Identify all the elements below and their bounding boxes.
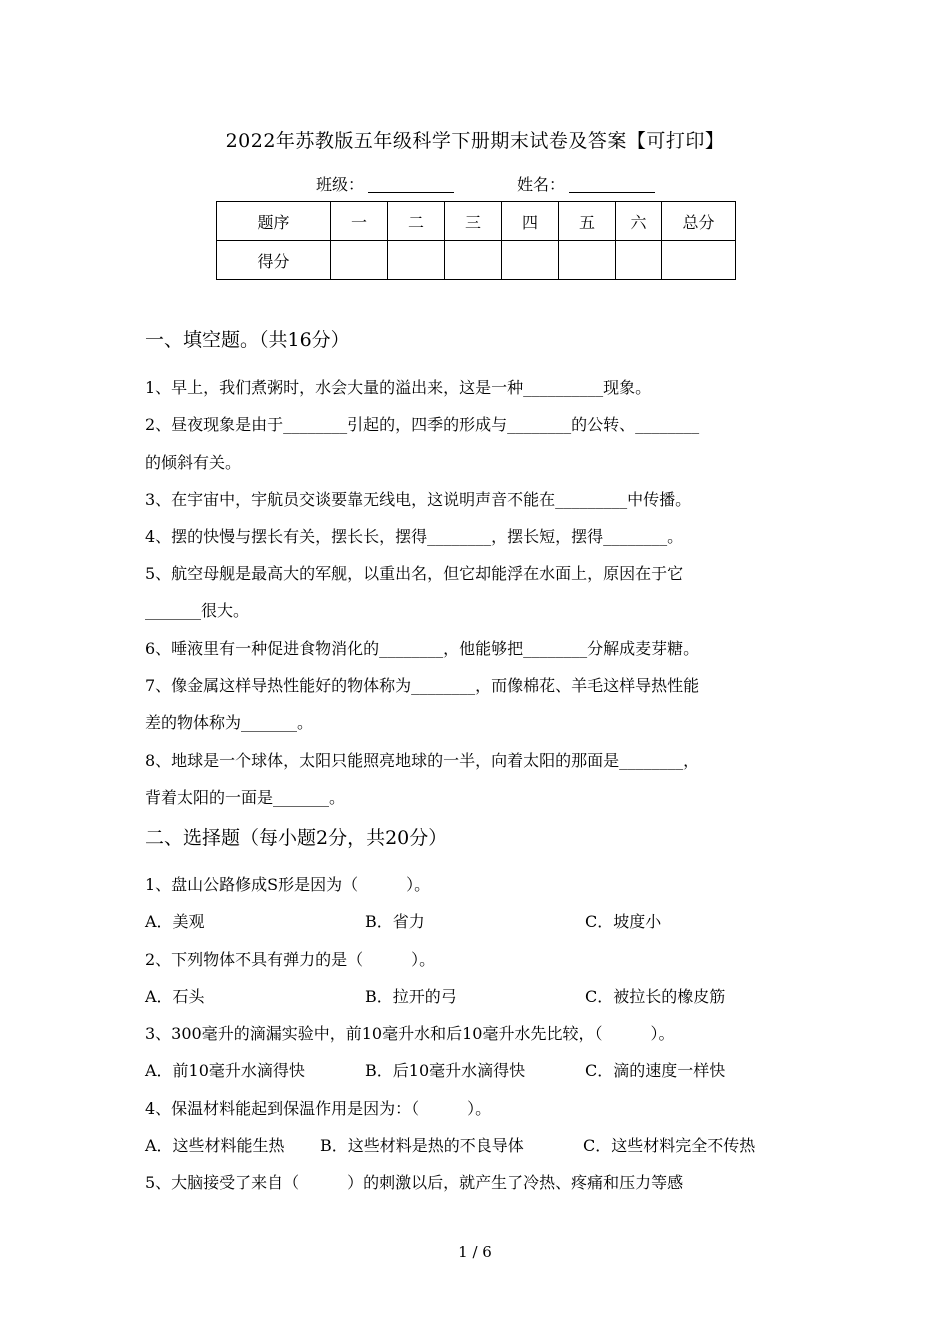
question-line: 3、300毫升的滴漏实验中，前10毫升水和后10毫升水先比较，（ ）。 [145, 1024, 675, 1043]
table-cell: 二 [388, 202, 445, 241]
question-line: 8、地球是一个球体，太阳只能照亮地球的一半，向着太阳的那面是________， [145, 751, 700, 770]
table-cell [445, 241, 502, 280]
question-line: 背着太阳的一面是_______。 [145, 788, 346, 807]
name-blank [569, 176, 655, 193]
section-heading-choice: 二、选择题（每小题2分，共20分） [145, 827, 448, 849]
option-b: B．后10毫升水滴得快 [365, 1061, 526, 1080]
section-heading-fill-in: 一、填空题。（共16分） [145, 329, 350, 351]
table-cell: 五 [559, 202, 616, 241]
question-line: 3、在宇宙中，宇航员交谈要靠无线电，这说明声音不能在_________中传播。 [145, 490, 692, 509]
table-cell: 六 [616, 202, 662, 241]
option-b: B．省力 [365, 912, 425, 931]
score-table-score-row [217, 241, 736, 280]
score-table [216, 201, 736, 280]
question-line: 2、下列物体不具有弹力的是（ ）。 [145, 950, 436, 969]
question-line: 差的物体称为_______。 [145, 713, 314, 732]
question-line: 2、昼夜现象是由于________引起的，四季的形成与________的公转、________ [145, 415, 700, 434]
table-cell: 总分 [662, 202, 736, 241]
question-line: 5、航空母舰是最高大的军舰，以重出名，但它却能浮在水面上，原因在于它 [145, 564, 684, 583]
table-cell: 得分 [217, 241, 331, 280]
class-label: 班级： [316, 175, 365, 194]
table-cell: 四 [502, 202, 559, 241]
score-table-header-row [217, 202, 736, 241]
option-c: C．坡度小 [585, 912, 662, 931]
class-field [316, 172, 454, 195]
option-c: C．被拉长的橡皮筋 [585, 987, 726, 1006]
question-line: 6、唾液里有一种促进食物消化的________，他能够把________分解成麦芽糖。 [145, 639, 700, 658]
option-a: A．石头 [145, 987, 205, 1006]
option-c: C．这些材料完全不传热 [583, 1136, 756, 1155]
table-cell [331, 241, 388, 280]
question-line: 5、大脑接受了来自（ ）的刺激以后，就产生了冷热、疼痛和压力等感 [145, 1173, 684, 1192]
table-cell [502, 241, 559, 280]
question-line: 1、早上，我们煮粥时，水会大量的溢出来，这是一种__________现象。 [145, 378, 652, 397]
question-line: 4、保温材料能起到保温作用是因为：（ ）。 [145, 1099, 492, 1118]
question-line: _______很大。 [145, 601, 250, 620]
table-cell: 三 [445, 202, 502, 241]
question-line: 的倾斜有关。 [145, 453, 242, 472]
option-b: B．这些材料是热的不良导体 [320, 1136, 524, 1155]
table-cell [388, 241, 445, 280]
option-c: C．滴的速度一样快 [585, 1061, 726, 1080]
table-cell [559, 241, 616, 280]
table-cell [662, 241, 736, 280]
name-field [517, 172, 655, 195]
table-cell [616, 241, 662, 280]
option-a: A．前10毫升水滴得快 [145, 1061, 305, 1080]
question-line: 1、盘山公路修成S形是因为（ ）。 [145, 875, 431, 894]
page-number: 1 / 6 [458, 1243, 492, 1261]
name-label: 姓名： [517, 175, 566, 194]
option-a: A．美观 [145, 912, 205, 931]
table-cell: 题序 [217, 202, 331, 241]
option-b: B．拉开的弓 [365, 987, 457, 1006]
option-a: A．这些材料能生热 [145, 1136, 285, 1155]
question-line: 7、像金属这样导热性能好的物体称为________，而像棉花、羊毛这样导热性能 [145, 676, 700, 695]
question-line: 4、摆的快慢与摆长有关，摆长长，摆得________，摆长短，摆得________。 [145, 527, 684, 546]
table-cell: 一 [331, 202, 388, 241]
page-title: 2022年苏教版五年级科学下册期末试卷及答案【可打印】 [225, 130, 725, 152]
class-blank [368, 176, 454, 193]
